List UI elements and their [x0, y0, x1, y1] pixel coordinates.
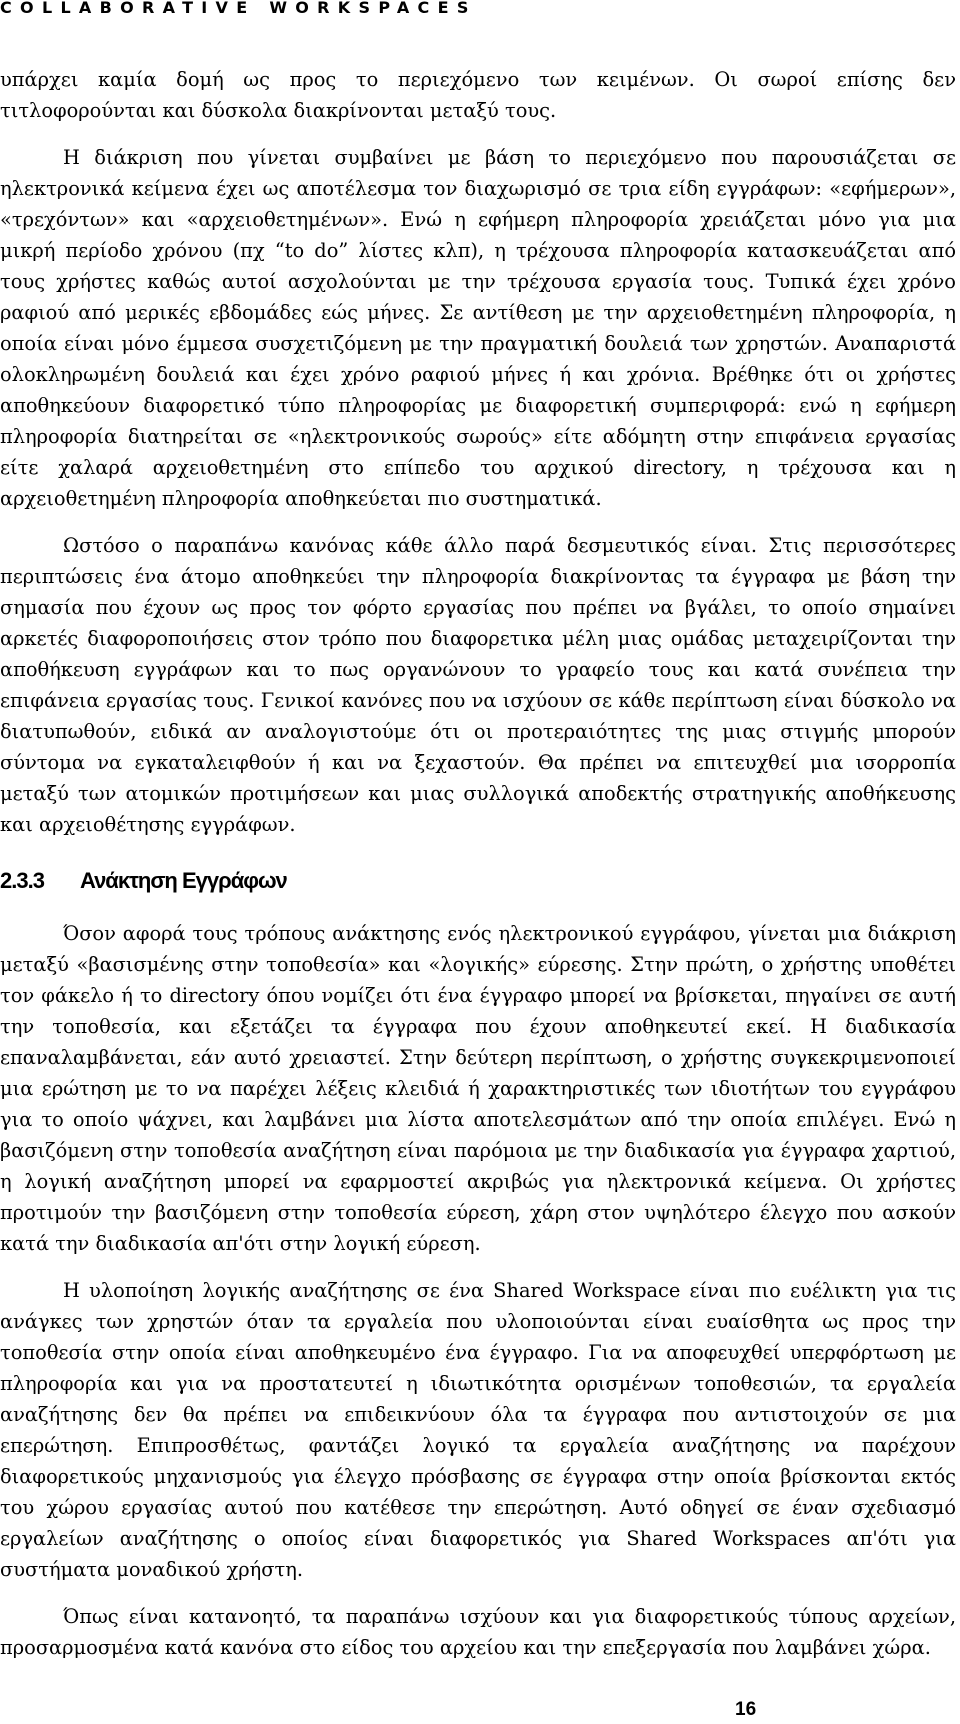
paragraph-shared-workspace-search: Η υλοποίηση λογικής αναζήτησης σε ένα Shared Workspace είναι πιο ευέλικτη για τις ανάγκες των χρηστών όταν τα εργαλεία που υλοποιούνται είναι ευαίσθητα ως προς την τοποθεσία στην οποία είναι αποθηκευμένο ένα έγγραφο. Για να αποφευχθεί υπερφόρτωση με πληροφορία και για να προστατευτεί η ιδιωτικότητα ορισμένων τοποθεσιών, τα εργαλεία αναζήτησης δεν θα πρέπει να επιδεικνύουν όλα τα έγγραφα που αντιστοιχούν σε μια επερώτηση. Επιπροσθέτως, φαντάζει λογικό τα εργαλεία αναζήτησης να παρέχουν διαφορετικούς μηχανισμούς για έλεγχο πρόσβασης σε έγγραφα στην οποία βρίσκονται εκτός του χώρου εργασίας αυτού που κατέθεσε την επερώτηση. Αυτό οδηγεί σε έναν σχεδιασμό εργαλείων αναζήτησης ο οποίος είναι διαφορετικός για Shared Workspaces απ'ότι για συστήματα μοναδικού χρήστη.: [0, 1279, 956, 1581]
section-heading: [0, 866, 956, 896]
page-number: 16: [735, 1699, 757, 1720]
section-number: 2.3.3: [0, 868, 44, 893]
paragraph-file-types: Όπως είναι κατανοητό, τα παραπάνω ισχύουν και για διαφορετικούς τύπους αρχείων, προσαρμοσμένα κατά κανόνα στο είδος του αρχείου και την επεξεργασία που λαμβάνει χώρα.: [0, 1605, 956, 1659]
section-title: Ανάκτηση Εγγράφων: [80, 868, 287, 893]
paragraph-document-types: Η διάκριση που γίνεται συμβαίνει με βάση το περιεχόμενο που παρουσιάζεται σε ηλεκτρονικά κείμενα έχει ως αποτέλεσμα τον διαχωρισμό σε τρια είδη εγγράφων: «εφήμερων», «τρεχόντων» και «αρχειοθετημένων». Ενώ η εφήμερη πληροφορία χρειάζεται μόνο για μια μικρή περίοδο χρόνου (πχ “to do” λίστες κλπ), η τρέχουσα πληροφορία κατασκευάζεται από τους χρήστες καθώς αυτοί ασχολούνται με την τρέχουσα εργασία τους. Τυπικά έχει χρόνο ραφιού από μερικές εβδομάδες εώς μήνες. Σε αντίθεση με την αρχειοθετημένη πληροφορία, η οποία είναι μόνο έμμεσα συσχετιζόμενη με την πραγματική δουλειά των χρηστών. Αναπαριστά ολοκληρωμένη δουλειά και έχει χρόνο ραφιού μήνες ή και χρόνια. Βρέθηκε ότι οι χρήστες αποθηκεύουν διαφορετικό τύπο πληροφορίας με διαφορετική συμπεριφορά: ενώ η εφήμερη πληροφορία διατηρείται σε «ηλεκτρονικούς σωρούς» είτε αδόμητη στην επιφάνεια εργασίας είτε χαλαρά αρχειοθετημένη στο επίπεδο του αρχικού directory, η τρέχουσα και η αρχειοθετημένη πληροφορία αποθηκεύεται πιο συστηματικά.: [0, 146, 956, 510]
paragraph-continuation: υπάρχει καμία δομή ως προς το περιεχόμενο των κειμένων. Οι σωροί επίσης δεν τιτλοφορούνται και δύσκολα διακρίνονται μεταξύ τους.: [0, 68, 956, 122]
paragraph-storage-rules: Ωστόσο ο παραπάνω κανόνας κάθε άλλο παρά δεσμευτικός είναι. Στις περισσότερες περιπτώσεις ένα άτομο αποθηκεύει την πληροφορία διακρίνοντας τα έγγραφα με βάση την σημασία που έχουν ως προς τον φόρτο εργασίας που πρέπει να βγάλει, το οποίο σημαίνει αρκετές διαφοροποιήσεις στον τρόπο που διαφορετικα μέλη μιας ομάδας μεταχειρίζονται την αποθήκευση εγγράφων και το πως οργανώνουν το γραφείο τους και κατά συνέπεια την επιφάνεια εργασίας τους. Γενικοί κανόνες που να ισχύουν σε κάθε περίπτωση είναι δύσκολο να διατυπωθούν, ειδικά αν αναλογιστούμε ότι οι προτεραιότητες της μιας στιγμής μπορούν σύντομα να εγκαταλειφθούν ή και να ξεχαστούν. Θα πρέπει να επιτευχθεί μια ισορροπία μεταξύ των ατομικών προτιμήσεων και μιας συλλογικά αποδεκτής στρατηγικής αποθήκευσης και αρχειοθέτησης εγγράφων.: [0, 534, 956, 836]
paragraph-retrieval: Όσον αφορά τους τρόπους ανάκτησης ενός ηλεκτρονικού εγγράφου, γίνεται μια διάκριση μεταξύ «βασισμένης στην τοποθεσία» και «λογικής» εύρεσης. Στην πρώτη, ο χρήστης υποθέτει τον φάκελο ή το directory όπου νομίζει ότι ένα έγγραφο μπορεί να βρίσκεται, πηγαίνει σε αυτή την τοποθεσία, και εξετάζει τα έγγραφα που έχουν αποθηκευτεί εκεί. Η διαδικασία επαναλαμβάνεται, εάν αυτό χρειαστεί. Στην δεύτερη περίπτωση, ο χρήστης συγκεκριμενοποιεί μια ερώτηση με το να παρέχει λέξεις κλειδιά ή χαρακτηριστικές των ιδιοτήτων του εγγράφου για το οποίο ψάχνει, και λαμβάνει μια λίστα αποτελεσμάτων από την οποία επιλέγει. Ενώ η βασιζόμενη στην τοποθεσία αναζήτηση είναι παρόμοια με την διαδικασία για έγγραφα χαρτιού, η λογική αναζήτηση μπορεί να εφαρμοστεί ακριβώς για ηλεκτρονικά κείμενα. Οι χρήστες προτιμούν την βασιζόμενη στην τοποθεσία εύρεση, χάρη στον υψηλότερο έλεγχο που ασκούν κατά την διαδικασία απ'ότι στην λογική εύρεση.: [0, 922, 956, 1255]
document-body: [0, 64, 960, 1679]
running-header: COLLABORATIVE WORKSPACES: [0, 0, 477, 17]
